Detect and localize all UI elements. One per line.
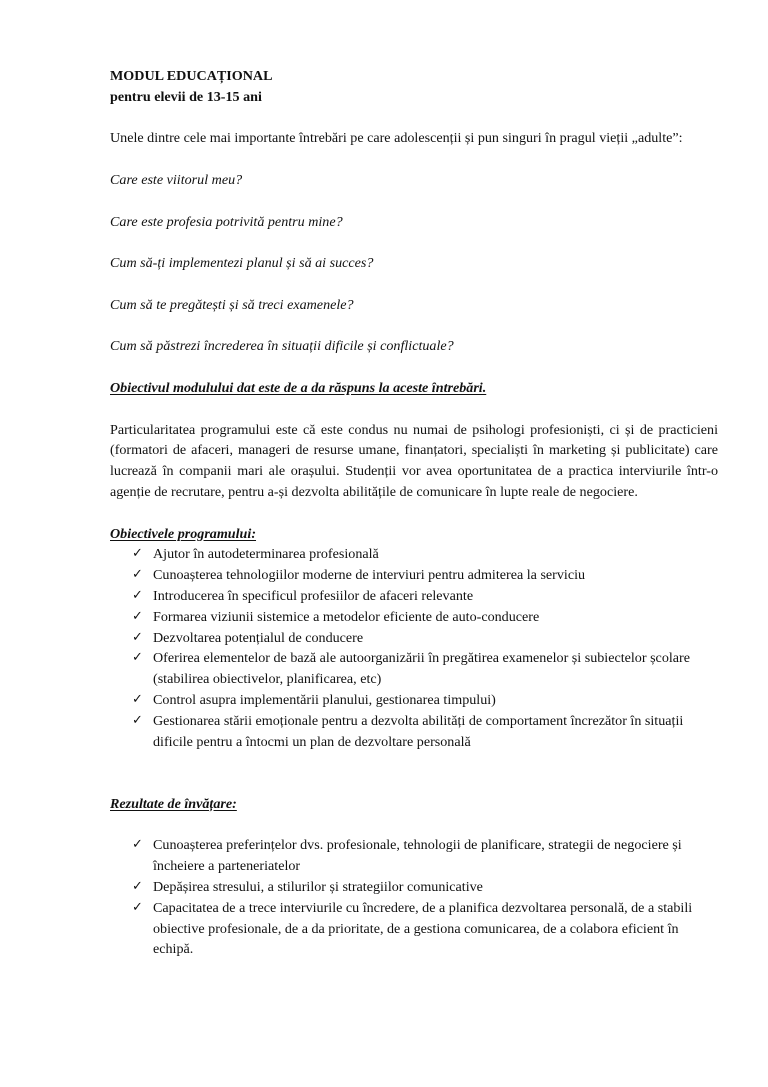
checkmark-icon: ✓	[132, 712, 143, 728]
list-item	[110, 607, 718, 628]
list-item-text: Formarea viziunii sistemice a metodelor eficiente de auto-conducere	[153, 608, 540, 625]
list-item	[110, 690, 718, 711]
checkmark-icon: ✓	[132, 629, 143, 645]
question-4: Cum să te pregătești și să treci examenele?	[110, 296, 354, 313]
list-item-text: Cunoașterea preferințelor dvs. profesionale, tehnologii de planificare, strategii de negociere și încheiere a parteneriatelor	[153, 837, 682, 875]
list-item	[110, 648, 718, 690]
list-item	[110, 565, 718, 586]
document-page	[110, 66, 718, 960]
list-item-text: Gestionarea stării emoționale pentru a dezvolta abilități de comportament încrezător în situații dificile pentru a întocmi un plan de dezvoltare personală	[153, 712, 684, 750]
list-item-text: Oferirea elementelor de bază ale autoorganizării în pregătirea examenelor și subiectelor școlare (stabilirea obiectivelor, planificarea, etc)	[153, 650, 690, 688]
checkmark-icon: ✓	[132, 837, 143, 853]
list-item	[110, 835, 718, 877]
list-item	[110, 877, 718, 898]
list-item	[110, 898, 718, 960]
list-item-text: Control asupra implementării planului, gestionarea timpului)	[153, 691, 496, 708]
list-item-text: Ajutor în autodeterminarea profesională	[153, 546, 379, 563]
document-title: MODUL EDUCAȚIONAL	[110, 68, 273, 84]
list-item-text: Cunoașterea tehnologiilor moderne de interviuri pentru admiterea la serviciu	[153, 567, 586, 584]
list-item-text: Depășirea stresului, a stilurilor și strategiilor comunicative	[153, 879, 483, 896]
checkmark-icon: ✓	[132, 899, 143, 915]
checkmark-icon: ✓	[132, 587, 143, 603]
objective-statement: Obiectivul modulului dat este de a da răspuns la aceste întrebări.	[110, 379, 487, 396]
objectives-list	[110, 544, 718, 752]
list-item	[110, 544, 718, 565]
document-subtitle: pentru elevii de 13-15 ani	[110, 88, 262, 105]
list-item-text: Introducerea în specificul profesiilor de afaceri relevante	[153, 587, 474, 604]
question-3: Cum să-ți implementezi planul și să ai succes?	[110, 255, 374, 272]
list-item-text: Dezvoltarea potențialul de conducere	[153, 629, 364, 646]
checkmark-icon: ✓	[132, 879, 143, 895]
intro-paragraph: Unele dintre cele mai importante întrebări pe care adolescenții și pun singuri în pragul vieții „adulte”:	[110, 130, 683, 147]
checkmark-icon: ✓	[132, 608, 143, 624]
results-heading: Rezultate de învățare:	[110, 795, 237, 812]
list-item	[110, 586, 718, 607]
checkmark-icon: ✓	[132, 691, 143, 707]
list-item	[110, 711, 718, 753]
list-item	[110, 628, 718, 649]
checkmark-icon: ✓	[132, 567, 143, 583]
particularity-paragraph: Particularitatea programului este că este condus nu numai de psihologi profesioniști, ci și de practicieni (formatori de afaceri, manageri de resurse umane, finanțatori, specialiști în marketing și publicitate) care lucrează în companii mari ale orașului. Studenții vor avea oportunitatea de a practica interviurile într-o agenție de recrutare, pentru a-și dezvolta abilitățile de comunicare în lupte reale de negociere.	[110, 421, 718, 500]
checkmark-icon: ✓	[132, 546, 143, 562]
list-item-text: Capacitatea de a trece interviurile cu încredere, de a planifica dezvoltarea personală, de a stabili obiective profesionale, de a da prioritate, de a gestiona comunicarea, de a colabora eficient în echipă.	[153, 899, 693, 958]
objectives-heading: Obiectivele programului:	[110, 525, 257, 542]
checkmark-icon: ✓	[132, 650, 143, 666]
question-5: Cum să păstrezi încrederea în situații dificile și conflictuale?	[110, 338, 454, 355]
results-list	[110, 835, 718, 960]
question-2: Care este profesia potrivită pentru mine?	[110, 213, 343, 230]
question-1: Care este viitorul meu?	[110, 171, 243, 188]
